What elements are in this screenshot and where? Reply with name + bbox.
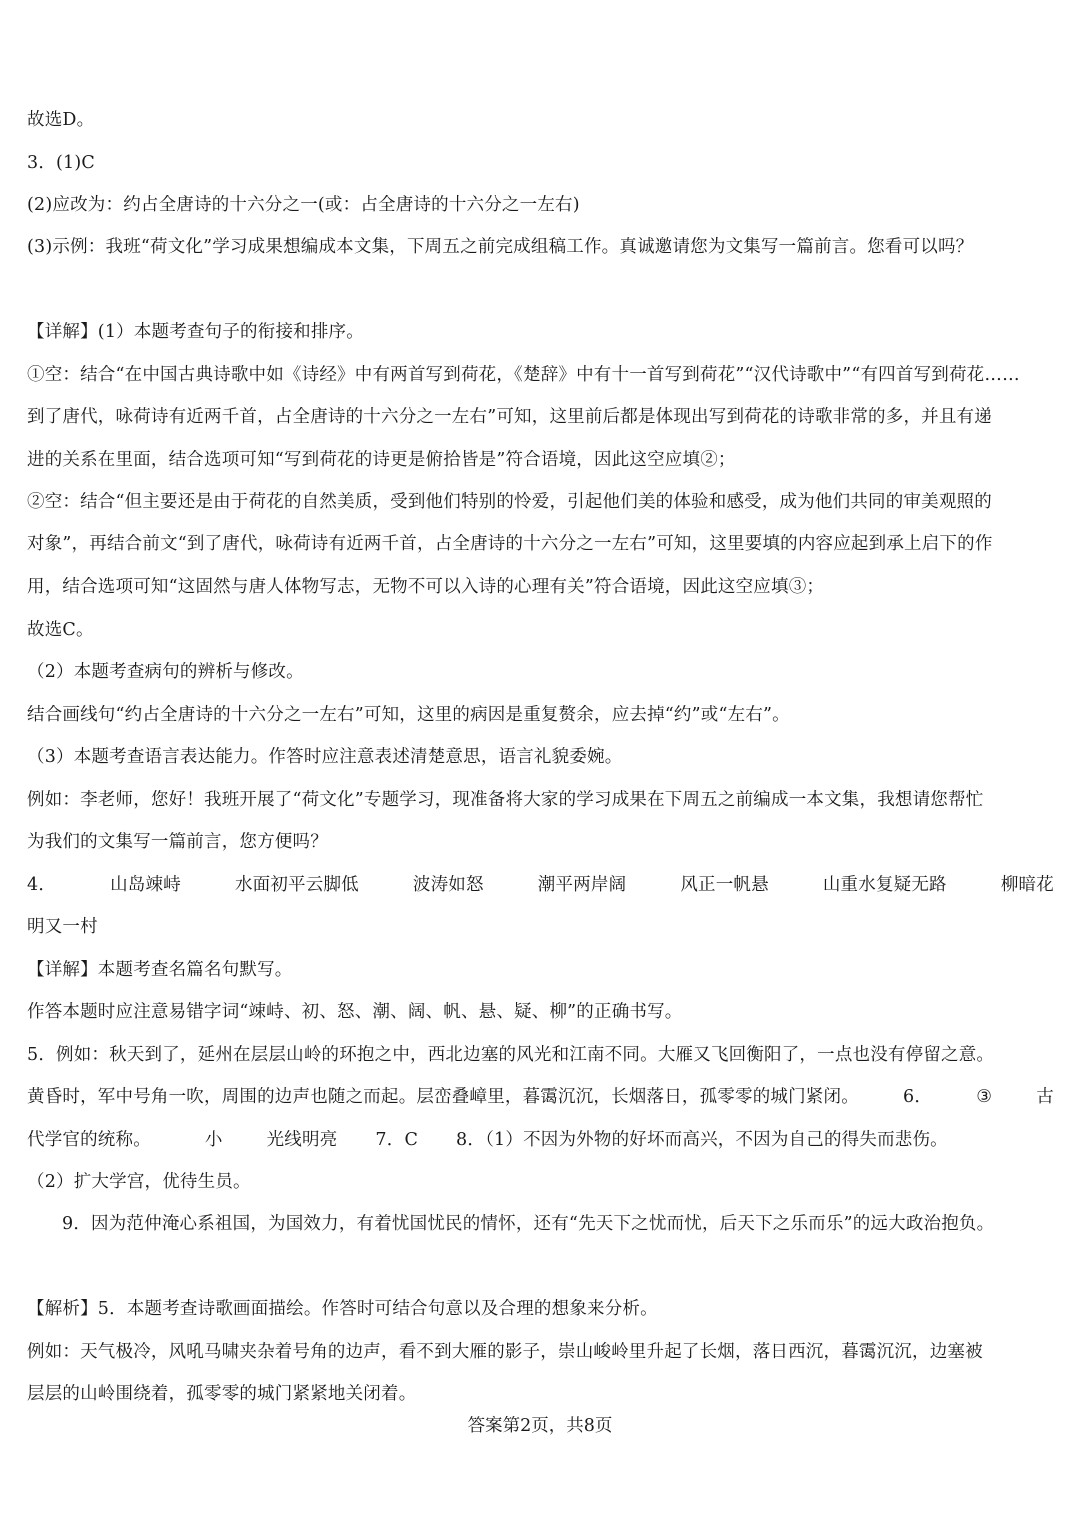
text-line: （2）扩大学宫，优待生员。 [27,1172,251,1192]
q4-answer: 山岛竦峙 [110,875,181,895]
answer-segment: 代学官的统称。 [27,1130,151,1150]
q4-answer: 山重水复疑无路 [822,875,947,895]
answer-segment: 古 [1036,1087,1054,1107]
answer-segment: 光线明亮 [266,1130,338,1150]
text-line: (2)应改为：约占全唐诗的十六分之一(或：占全唐诗的十六分之一左右) [27,195,580,215]
analysis-heading-line: 【解析】5．本题考查诗歌画面描绘。作答时可结合句意以及合理的想象来分析。 [27,1299,658,1319]
text-line: 故选D。 [27,110,95,130]
q4-answer: 风正一帆悬 [680,875,769,895]
text-line: 3．(1)C [27,153,96,173]
text-line: (3)示例：我班“荷文化”学习成果想编成本文集，下周五之前完成组稿工作。真诚邀请您为文集写一篇前言。您看可以吗？ [27,237,974,257]
text-line: （2）本题考查病句的辨析与修改。 [27,662,304,682]
text-line: 9．因为范仲淹心系祖国，为国效力，有着忧国忧民的情怀，还有“先天下之忧而忧，后天下之乐而乐”的远大政治抱负。 [62,1214,995,1234]
answer-segment: 6． [903,1087,933,1107]
text-line: 例如：天气极冷，风吼马啸夹杂着号角的边声，看不到大雁的影子，崇山峻岭里升起了长烟，落日西沉，暮霭沉沉，边塞被 [27,1342,983,1362]
text-line: 5．例如：秋天到了，延州在层层山岭的环抱之中，西北边塞的风光和江南不同。大雁又飞回衡阳了，一点也没有停留之意。 [27,1045,995,1065]
text-line: 为我们的文集写一篇前言，您方便吗？ [27,832,328,852]
text-line: 到了唐代，咏荷诗有近两千首，占全唐诗的十六分之一左右”可知，这里前后都是体现出写到荷花的诗歌非常的多，并且有递 [27,407,992,427]
q4-answer: 水面初平云脚低 [234,875,359,895]
answer-segment: 7．C [375,1130,419,1150]
q4-answers-line [27,873,1054,897]
text-line: （3）本题考查语言表达能力。作答时应注意表述清楚意思，语言礼貌委婉。 [27,747,623,767]
text-line: ①空：结合“在中国古典诗歌中如《诗经》中有两首写到荷花，《楚辞》中有十一首写到荷花”“汉代诗歌中”“有四首写到荷花…… [27,365,1020,385]
q4-answer: 潮平两岸阔 [537,875,627,895]
answer-segment: 小 [204,1130,223,1150]
page-footer: 答案第2页，共8页 [467,1416,613,1436]
text-line: 故选C。 [27,620,94,640]
text-line: 明又一村 [27,917,98,937]
text-line: 进的关系在里面，结合选项可知“写到荷花的诗更是俯拾皆是”符合语境，因此这空应填②； [27,450,736,470]
text-line: 对象”，再结合前文“到了唐代，咏荷诗有近两千首，占全唐诗的十六分之一左右”可知，这里要填的内容应起到承上启下的作 [27,534,993,554]
answers-line [27,1085,1054,1109]
q4-answer: 柳暗花 [1000,875,1054,895]
text-line: 作答本题时应注意易错字词“竦峙、初、怒、潮、阔、帆、悬、疑、柳”的正确书写。 [27,1002,683,1022]
q4-answer: 波涛如怒 [412,875,484,895]
answer-segment: 8．（1）不因为外物的好坏而高兴，不因为自己的得失而悲伤。 [456,1130,948,1150]
text-line: 用，结合选项可知“这固然与唐人体物写志，无物不可以入诗的心理有关”符合语境，因此这空应填③； [27,577,825,597]
text-line: 例如：李老师，您好！我班开展了“荷文化”专题学习，现准备将大家的学习成果在下周五之前编成一本文集，我想请您帮忙 [27,790,984,810]
text-line: ②空：结合“但主要还是由于荷花的自然美质，受到他们特别的怜爱，引起他们美的体验和感受，成为他们共同的审美观照的 [27,492,992,512]
text-line: 结合画线句“约占全唐诗的十六分之一左右”可知，这里的病因是重复赘余，应去掉“约”或“左右”。 [27,705,790,725]
text-line: 层层的山岭围绕着，孤零零的城门紧紧地关闭着。 [27,1384,417,1404]
detail-heading-line: 【详解】(1）本题考查句子的衔接和排序。 [27,322,364,342]
answers-line [27,1128,1054,1152]
detail-heading-line: 【详解】本题考查名篇名句默写。 [27,960,293,980]
answer-segment: ③ [976,1087,993,1107]
answer-segment: 黄昏时，军中号角一吹，周围的边声也随之而起。层峦叠嶂里，暮霭沉沉，长烟落日，孤零零的城门紧闭。 [27,1087,859,1107]
q4-number: 4． [27,875,57,895]
